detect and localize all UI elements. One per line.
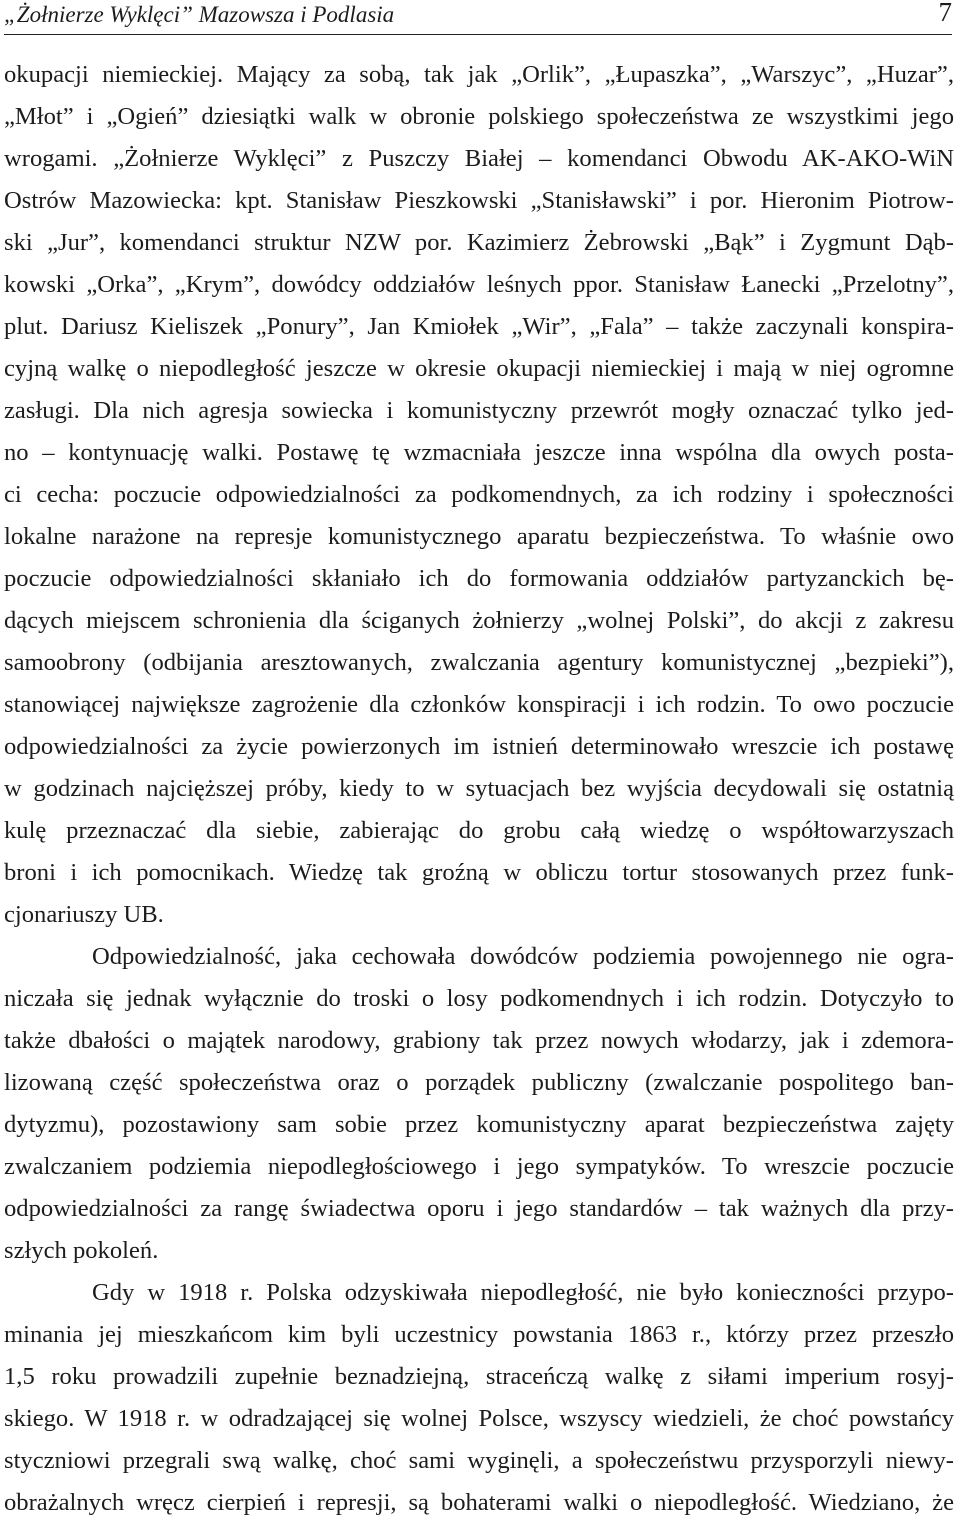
paragraph (4, 1272, 954, 1524)
page-number: 7 (938, 0, 952, 27)
text-line: ski „Jur”, komendanci struktur NZW por. Kazimierz Żebrowski „Bąk” i Zygmunt Dąb- (4, 229, 954, 256)
text-line: okupacji niemieckiej. Mający za sobą, tak jak „Orlik”, „Łupaszka”, „Warszyc”, „Huzar”, (4, 61, 954, 88)
text-line: wrogami. „Żołnierze Wyklęci” z Puszczy Białej – komendanci Obwodu AK-AKO-WiN (4, 145, 954, 172)
text-line: minania jej mieszkańcom kim byli uczestnicy powstania 1863 r., którzy przez przeszło (4, 1321, 954, 1348)
body-text (4, 54, 954, 1524)
text-line: 1,5 roku prowadzili zupełnie beznadziejną, straceńczą walkę z siłami imperium rosyj- (4, 1363, 954, 1390)
text-line: samoobrony (odbijania aresztowanych, zwalczania agentury komunistycznej „bezpieki”), (4, 649, 954, 676)
text-line: lizowaną część społeczeństwa oraz o porządek publiczny (zwalczanie pospolitego ban- (4, 1069, 954, 1096)
text-line: cyjną walkę o niepodległość jeszcze w okresie okupacji niemieckiej i mają w niej ogromne (4, 355, 954, 382)
text-line: lokalne narażone na represje komunistycznego aparatu bezpieczeństwa. To właśnie owo (4, 523, 954, 550)
paragraph (4, 936, 954, 1272)
text-line: szłych pokoleń. (4, 1237, 159, 1264)
running-title: „Żołnierze Wyklęci” Mazowsza i Podlasia (4, 2, 395, 27)
text-line: odpowiedzialności za rangę świadectwa oporu i jego standardów – tak ważnych dla przy- (4, 1195, 954, 1222)
text-line: styczniowi przegrali swą walkę, choć sami wyginęli, a społeczeństwu przysporzyli niewy- (4, 1447, 954, 1474)
text-line: obrażalnych wręcz cierpień i represji, są bohaterami walki o niepodległość. Wiedziano, że (4, 1489, 954, 1516)
text-line: niczała się jednak wyłącznie do troski o losy podkomendnych i ich rodzin. Dotyczyło to (4, 985, 954, 1012)
text-line: no – kontynuację walki. Postawę tę wzmacniała jeszcze inna wspólna dla owych posta- (4, 439, 954, 466)
text-line: dytyzmu), pozostawiony sam sobie przez komunistyczny aparat bezpieczeństwa zajęty (4, 1111, 954, 1138)
running-header (4, 0, 952, 35)
text-line: także dbałości o majątek narodowy, grabiony tak przez nowych włodarzy, jak i zdemora- (4, 1027, 954, 1054)
text-line: broni i ich pomocnikach. Wiedzę tak groźną w obliczu tortur stosowanych przez funk- (4, 859, 954, 886)
text-line: kulę przeznaczać dla siebie, zabierając do grobu całą wiedzę o współtowarzyszach (4, 817, 954, 844)
text-line: stanowiącej największe zagrożenie dla członków konspiracji i ich rodzin. To owo poczucie (4, 691, 954, 718)
text-line: zasługi. Dla nich agresja sowiecka i komunistyczny przewrót mogły oznaczać tylko jed- (4, 397, 954, 424)
text-line: skiego. W 1918 r. w odradzającej się wolnej Polsce, wszyscy wiedzieli, że choć powstańcy (4, 1405, 954, 1432)
text-line: Ostrów Mazowiecka: kpt. Stanisław Pieszkowski „Stanisławski” i por. Hieronim Piotrow- (4, 187, 954, 214)
text-line: Odpowiedzialność, jaka cechowała dowódców podziemia powojennego nie ogra- (92, 943, 954, 970)
text-line: ci cecha: poczucie odpowiedzialności za podkomendnych, za ich rodziny i społeczności (4, 481, 954, 508)
text-line: odpowiedzialności za życie powierzonych im istnień determinowało wreszcie ich postawę (4, 733, 954, 760)
text-line: cjonariuszy UB. (4, 901, 164, 928)
text-line: dących miejscem schronienia dla ściganych żołnierzy „wolnej Polski”, do akcji z zakresu (4, 607, 954, 634)
text-line: w godzinach najcięższej próby, kiedy to w sytuacjach bez wyjścia decydowali się ostatnią (4, 775, 954, 802)
text-line: Gdy w 1918 r. Polska odzyskiwała niepodległość, nie było konieczności przypo- (92, 1279, 954, 1306)
text-line: „Młot” i „Ogień” dziesiątki walk w obronie polskiego społeczeństwa ze wszystkimi jego (4, 103, 954, 130)
paragraph (4, 54, 954, 936)
text-line: kowski „Orka”, „Krym”, dowódcy oddziałów leśnych ppor. Stanisław Łanecki „Przelotny”, (4, 271, 954, 298)
text-line: plut. Dariusz Kieliszek „Ponury”, Jan Kmiołek „Wir”, „Fala” – także zaczynali konspira- (4, 313, 954, 340)
text-line: zwalczaniem podziemia niepodległościowego i jego sympatyków. To wreszcie poczucie (4, 1153, 954, 1180)
text-line: poczucie odpowiedzialności skłaniało ich do formowania oddziałów partyzanckich bę- (4, 565, 954, 592)
